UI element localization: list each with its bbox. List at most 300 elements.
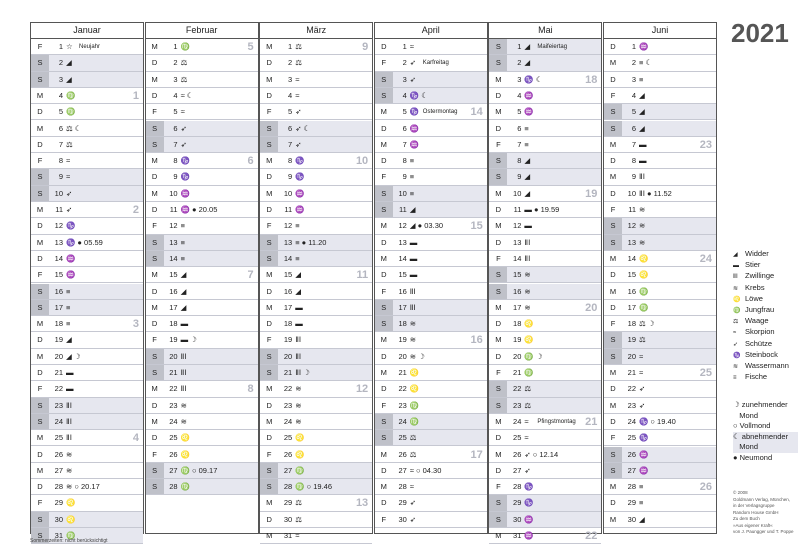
day-number: 7 <box>58 139 63 149</box>
day-number: 4 <box>402 90 407 100</box>
zodiac-icon: ≡ <box>180 237 185 247</box>
zodiac-icon: ≡ <box>295 253 300 263</box>
day-number: 19 <box>283 335 293 345</box>
zodiac-icon: ♍ <box>639 286 649 296</box>
day-number: 13 <box>398 237 407 247</box>
weekday-letter: S <box>604 463 622 478</box>
weekday-letter: D <box>151 172 158 182</box>
day-number: 19 <box>169 335 178 345</box>
day-row <box>604 430 716 446</box>
weekday-letter: F <box>37 42 43 51</box>
day-row <box>489 381 601 397</box>
day-row <box>31 447 143 463</box>
day-row <box>31 235 143 251</box>
zodiac-icon: ♒ <box>295 188 305 198</box>
day-row <box>146 414 258 430</box>
zodiac-icon: ≈ <box>180 107 185 117</box>
day-number: 1 <box>402 42 407 51</box>
day-row <box>260 251 372 267</box>
zodiac-icon: ♑ ☾ <box>524 74 543 84</box>
zodiac-icon: ◢ <box>180 286 187 296</box>
day-number: 27 <box>169 465 178 475</box>
zodiac-icon: ♌ <box>639 270 649 280</box>
day-row <box>375 88 487 104</box>
day-row <box>375 512 487 528</box>
day-row <box>31 398 143 414</box>
day-row <box>375 300 487 316</box>
day-row <box>375 332 487 348</box>
day-number: 28 <box>283 482 293 492</box>
publisher-line: Random House GmbH <box>733 509 779 515</box>
day-number: 29 <box>627 498 636 508</box>
weekday-letter: M <box>495 335 502 345</box>
day-row <box>375 55 487 71</box>
day-number: 15 <box>513 270 522 280</box>
day-row <box>375 447 487 463</box>
weekday-letter: M <box>380 335 387 345</box>
day-row <box>604 267 716 283</box>
weekday-letter: D <box>495 237 502 247</box>
day-number: 18 <box>283 319 293 329</box>
day-row <box>489 186 601 202</box>
weekday-letter: M <box>609 514 617 524</box>
weekday-letter: S <box>604 332 622 347</box>
legend-item <box>733 349 798 360</box>
day-row <box>31 218 143 234</box>
day-row <box>146 332 258 348</box>
weekday-letter: S <box>489 267 507 282</box>
year-title: 2021 <box>731 18 789 48</box>
day-number: 23 <box>398 400 407 410</box>
zodiac-symbol-icon: ⚖ <box>733 319 739 326</box>
day-row <box>260 365 372 381</box>
zodiac-icon: ♒ <box>295 205 305 214</box>
zodiac-icon: ◢ <box>295 286 301 296</box>
zodiac-icon: ♑ <box>524 482 534 492</box>
day-number: 4 <box>288 90 293 100</box>
weekday-letter: M <box>36 433 44 443</box>
zodiac-icon: ≈ <box>66 156 71 166</box>
day-number: 11 <box>284 205 293 214</box>
weekday-letter: S <box>489 153 507 168</box>
weekday-letter: F <box>37 156 43 166</box>
day-number: 14 <box>283 253 293 263</box>
moon-legend-item: ☽ zunehmender <box>733 400 788 409</box>
day-number: 27 <box>398 465 407 475</box>
day-number: 2 <box>173 58 178 68</box>
weekday-letter: M <box>266 416 273 426</box>
legend-item <box>733 259 798 270</box>
zodiac-icon: ⚖ <box>295 514 302 524</box>
day-number: 7 <box>517 139 522 149</box>
day-number: 10 <box>54 188 63 198</box>
day-row <box>375 251 487 267</box>
day-row <box>489 39 601 55</box>
weekday-letter: M <box>609 368 617 377</box>
day-row <box>604 398 716 414</box>
month-name: März <box>260 23 372 39</box>
day-number: 12 <box>398 221 407 231</box>
day-number: 29 <box>283 498 293 508</box>
zodiac-icon: ♑ <box>180 172 190 182</box>
day-row <box>489 316 601 332</box>
day-row <box>31 479 143 495</box>
weekday-letter: F <box>266 335 272 345</box>
moon-legend-item: ○ Vollmond <box>733 421 771 430</box>
day-number: 25 <box>54 433 63 443</box>
day-row <box>260 479 372 495</box>
day-number: 22 <box>54 384 63 394</box>
zodiac-icon: ♑ ● 05.59 <box>66 237 103 247</box>
weekday-letter: D <box>151 90 158 100</box>
holiday-label: Maifeiertag <box>537 44 568 50</box>
day-number: 17 <box>398 302 407 312</box>
day-row <box>146 104 258 120</box>
zodiac-icon: ≋ <box>639 237 646 247</box>
zodiac-icon: ♒ ● 20.05 <box>180 205 218 214</box>
zodiac-icon: ⚖ <box>524 384 532 394</box>
weekday-letter: S <box>260 137 278 152</box>
week-number: 26 <box>699 481 712 494</box>
day-row <box>375 398 487 414</box>
day-number: 25 <box>513 433 522 443</box>
legend-label: Widder <box>745 249 769 258</box>
day-row <box>260 267 372 283</box>
day-number: 31 <box>54 531 63 540</box>
day-number: 7 <box>173 139 178 149</box>
weekday-letter: M <box>380 107 387 117</box>
weekday-letter: M <box>380 482 387 492</box>
weekday-letter: M <box>380 253 387 263</box>
day-number: 17 <box>54 302 63 312</box>
zodiac-icon: ◢ <box>524 58 531 68</box>
zodiac-icon: ≡ <box>639 498 644 508</box>
zodiac-icon: ♌ <box>524 319 534 329</box>
day-row <box>489 72 601 88</box>
zodiac-icon: ♍ ○ 19.46 <box>295 482 332 492</box>
week-number: 13 <box>355 497 369 510</box>
weekday-letter: M <box>609 58 617 68</box>
zodiac-icon: ⚖ <box>180 74 188 84</box>
day-number: 6 <box>58 123 63 133</box>
zodiac-icon: ≋ <box>524 270 531 280</box>
day-row <box>260 169 372 185</box>
day-number: 5 <box>631 107 636 117</box>
day-row <box>260 202 372 218</box>
week-number: 7 <box>247 269 254 282</box>
weekday-letter: D <box>495 319 502 329</box>
day-row <box>31 365 143 381</box>
day-row <box>375 414 487 430</box>
zodiac-icon: ◢ <box>524 156 531 166</box>
week-number: 8 <box>247 383 254 396</box>
zodiac-icon: ⅡⅠ ☽ <box>295 368 310 377</box>
day-number: 11 <box>628 205 636 214</box>
weekday-letter: S <box>31 512 49 527</box>
zodiac-icon: ≈ <box>409 42 414 51</box>
zodiac-icon: ≡ <box>409 188 415 198</box>
month-name: Januar <box>31 23 143 39</box>
weekday-letter: D <box>151 286 158 296</box>
day-row <box>489 528 601 544</box>
zodiac-icon: ♑ <box>295 156 305 166</box>
weekday-letter: F <box>381 58 387 68</box>
day-number: 18 <box>513 319 522 329</box>
day-number: 11 <box>55 205 63 214</box>
weekday-letter: F <box>496 368 501 377</box>
weekday-letter: S <box>31 55 49 70</box>
day-row <box>31 169 143 185</box>
day-number: 5 <box>173 107 178 117</box>
day-number: 14 <box>54 253 63 263</box>
day-number: 13 <box>54 237 63 247</box>
day-row <box>31 430 143 446</box>
zodiac-icon: ⅡⅠ <box>66 433 72 443</box>
day-row <box>375 202 487 218</box>
zodiac-icon: ⅡⅠ <box>409 286 416 296</box>
zodiac-icon: ➶ ○ 12.14 <box>524 449 559 459</box>
legend-item <box>733 338 798 349</box>
zodiac-icon: ▬ <box>639 156 647 166</box>
weekday-letter: D <box>610 498 616 508</box>
day-number: 24 <box>513 416 522 426</box>
weekday-letter: S <box>260 235 278 250</box>
zodiac-icon: ➶ <box>66 205 73 214</box>
day-row <box>31 414 143 430</box>
day-number: 1 <box>517 42 522 51</box>
week-number: 5 <box>247 41 254 53</box>
zodiac-symbol-icon: ♌ <box>733 296 741 303</box>
weekday-letter: D <box>381 465 387 475</box>
weekday-letter: M <box>151 42 158 51</box>
day-number: 1 <box>288 42 293 51</box>
day-row <box>146 398 258 414</box>
zodiac-icon: ◢ <box>66 58 72 68</box>
day-row <box>604 365 716 381</box>
day-row <box>146 300 258 316</box>
day-row <box>146 121 258 137</box>
weekday-letter: F <box>381 286 387 296</box>
day-number: 14 <box>169 253 178 263</box>
day-row <box>489 398 601 414</box>
day-row <box>375 39 487 55</box>
weekday-letter: D <box>610 384 616 394</box>
zodiac-icon: ◢ <box>66 335 72 345</box>
week-number: 9 <box>362 41 369 53</box>
day-number: 6 <box>517 123 522 133</box>
weekday-letter: S <box>375 186 393 201</box>
day-row <box>31 316 143 332</box>
day-number: 1 <box>631 42 636 51</box>
weekday-letter: S <box>260 479 278 494</box>
zodiac-symbol-icon: ♍ <box>733 307 741 314</box>
zodiac-icon: ♒ <box>524 514 534 524</box>
weekday-letter: M <box>380 368 387 377</box>
weekday-letter: D <box>37 253 43 263</box>
weekday-letter: D <box>266 90 272 100</box>
zodiac-icon: ▬ <box>409 253 418 263</box>
footnote: Sommerzeiten: nicht berücksichtigt <box>30 538 108 544</box>
weekday-letter: D <box>495 351 502 361</box>
day-row <box>604 235 716 251</box>
zodiac-icon: ≡ <box>524 139 529 149</box>
week-number: 21 <box>585 415 598 428</box>
zodiac-symbol-icon: ≡ <box>733 375 737 382</box>
day-row <box>375 430 487 446</box>
day-number: 26 <box>54 449 63 459</box>
week-number: 18 <box>585 73 598 86</box>
day-number: 26 <box>283 449 293 459</box>
zodiac-icon: ▬ <box>66 368 74 377</box>
weekday-letter: M <box>151 188 158 198</box>
day-number: 3 <box>173 74 178 84</box>
day-row <box>489 284 601 300</box>
weekday-letter: D <box>266 58 272 68</box>
zodiac-icon: ⅡⅠ <box>180 351 187 361</box>
day-row <box>375 235 487 251</box>
zodiac-icon: ≡ <box>180 253 185 263</box>
day-row <box>146 72 258 88</box>
zodiac-icon: ➶ <box>409 498 417 508</box>
weekday-letter: D <box>495 465 502 475</box>
day-row <box>489 332 601 348</box>
weekday-letter: M <box>495 188 502 198</box>
weekday-letter: F <box>37 384 43 394</box>
day-number: 10 <box>398 188 407 198</box>
day-number: 2 <box>58 58 63 68</box>
zodiac-icon: ⚖ <box>409 449 417 459</box>
zodiac-icon: ⚖ <box>295 42 302 51</box>
legend-label: Schütze <box>745 338 773 348</box>
day-number: 5 <box>288 107 293 117</box>
zodiac-icon: ♒ <box>180 188 190 198</box>
zodiac-icon: ⚖ <box>295 58 302 68</box>
weekday-letter: S <box>31 300 49 315</box>
zodiac-icon: ◢ <box>180 302 187 312</box>
week-number: 1 <box>132 89 139 102</box>
weekday-letter: M <box>266 384 273 394</box>
day-number: 11 <box>169 205 178 214</box>
day-row <box>146 218 258 234</box>
zodiac-icon: ▬ <box>524 221 532 231</box>
day-number: 12 <box>627 221 636 231</box>
weekday-letter: M <box>495 221 502 231</box>
zodiac-icon: ◢ ☽ <box>66 351 81 361</box>
day-number: 22 <box>513 384 522 394</box>
day-number: 10 <box>169 188 178 198</box>
weekday-letter: D <box>151 319 158 329</box>
weekday-letter: D <box>151 58 158 68</box>
zodiac-icon: ⚖ <box>639 335 646 345</box>
day-number: 21 <box>398 368 407 377</box>
zodiac-icon: ≋ <box>295 416 302 426</box>
weekday-letter: D <box>266 400 272 410</box>
day-number: 6 <box>288 123 293 133</box>
week-number: 4 <box>132 432 139 445</box>
day-number: 15 <box>627 270 636 280</box>
zodiac-icon: ➶ <box>409 74 417 84</box>
zodiac-icon: ⅡⅠ <box>180 384 187 394</box>
legend-item <box>733 360 798 371</box>
day-number: 23 <box>54 400 63 410</box>
publisher-note <box>733 490 793 536</box>
day-number: 3 <box>631 74 636 84</box>
zodiac-icon: ⅡⅠ ● 11.52 <box>639 188 672 198</box>
day-row <box>489 55 601 71</box>
zodiac-icon: ◢ <box>639 514 645 524</box>
weekday-letter: F <box>610 433 616 443</box>
day-number: 3 <box>58 74 63 84</box>
day-number: 9 <box>58 172 63 182</box>
day-row <box>260 121 372 137</box>
day-number: 18 <box>169 319 178 329</box>
day-number: 4 <box>173 90 178 100</box>
day-number: 26 <box>169 449 178 459</box>
weekday-letter: F <box>381 400 387 410</box>
zodiac-icon: ◢ <box>524 172 531 182</box>
month-name: Mai <box>489 23 601 39</box>
day-number: 8 <box>288 156 293 166</box>
day-number: 11 <box>399 205 407 214</box>
zodiac-icon: ♒ <box>639 449 649 459</box>
day-row <box>146 169 258 185</box>
day-row <box>260 137 372 153</box>
zodiac-icon: ♒ <box>66 253 76 263</box>
day-number: 26 <box>513 449 522 459</box>
week-number: 16 <box>470 334 483 347</box>
publisher-line: © 2008 <box>733 490 748 495</box>
month-column <box>145 22 259 534</box>
day-number: 16 <box>513 286 522 296</box>
day-number: 14 <box>398 253 407 263</box>
weekday-letter: S <box>260 121 278 136</box>
day-number: 4 <box>631 90 636 100</box>
day-row <box>489 414 601 430</box>
weekday-letter: M <box>151 302 158 312</box>
day-row <box>604 300 716 316</box>
day-row <box>31 39 143 55</box>
weekday-letter: M <box>36 90 44 100</box>
day-row <box>604 153 716 169</box>
zodiac-icon: ≈ <box>295 74 300 84</box>
legend-label: Zwillinge <box>745 271 775 281</box>
day-row <box>146 430 258 446</box>
day-number: 18 <box>54 319 63 329</box>
day-row <box>489 153 601 169</box>
legend-item <box>733 371 798 382</box>
day-number: 18 <box>627 319 636 329</box>
day-number: 17 <box>169 302 178 312</box>
day-number: 27 <box>283 465 293 475</box>
day-number: 6 <box>173 123 178 133</box>
day-number: 7 <box>402 139 407 149</box>
zodiac-icon: ≈ <box>295 531 300 540</box>
zodiac-icon: ▬ <box>409 270 418 280</box>
day-number: 13 <box>283 237 293 247</box>
weekday-letter: M <box>266 270 273 280</box>
day-row <box>146 153 258 169</box>
day-number: 8 <box>402 156 407 166</box>
zodiac-icon: ⅡⅠ <box>295 335 302 345</box>
day-number: 27 <box>54 465 63 475</box>
weekday-letter: M <box>266 498 273 508</box>
day-number: 24 <box>169 416 178 426</box>
zodiac-icon: ≈ <box>66 172 71 182</box>
weekday-letter: S <box>604 104 622 119</box>
day-row <box>489 121 601 137</box>
weekday-letter: F <box>496 482 501 492</box>
weekday-letter: D <box>495 205 502 214</box>
